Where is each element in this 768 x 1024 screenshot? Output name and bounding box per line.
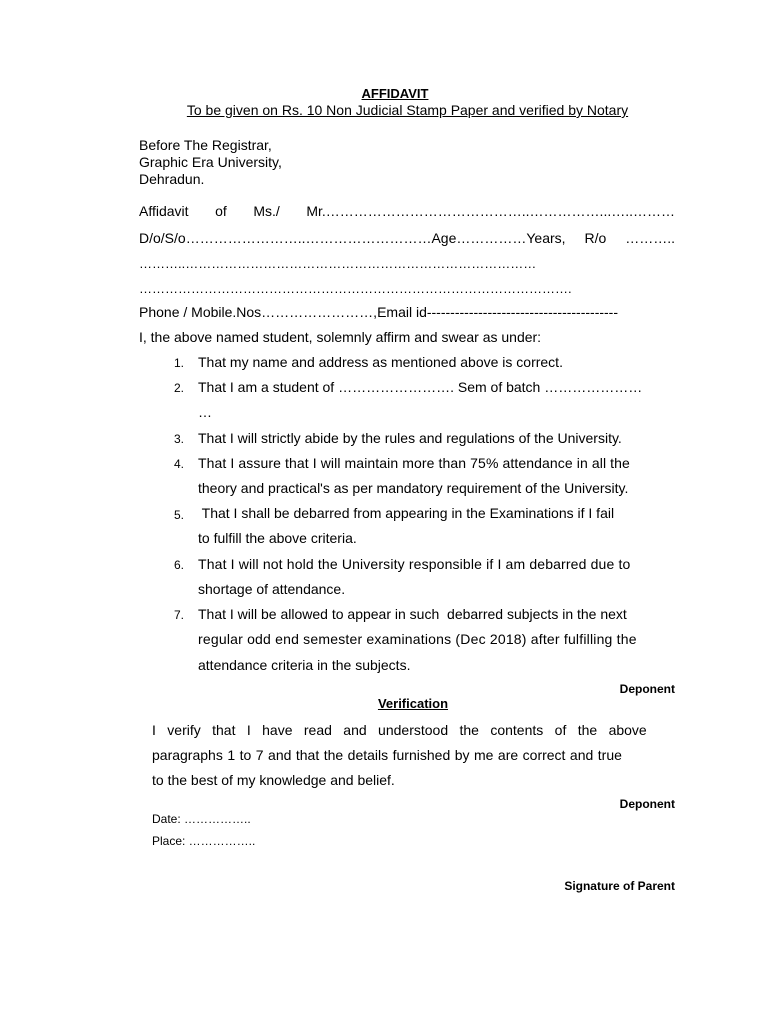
parentage-age-line: [139, 230, 675, 246]
item-text: That my name and address as mentioned above is correct.: [198, 354, 563, 370]
item-text: That I assure that I will maintain more than 75% attendance in all the: [198, 455, 630, 471]
ro-blank: ………..: [625, 230, 675, 246]
item-text: to fulfill the above criteria.: [198, 530, 357, 546]
mr-name-blank: Mr.……………………………………..……………...…..………: [306, 203, 675, 219]
deponent-label-2: Deponent: [619, 797, 675, 811]
address-blank-line-1: ………..………………………………………………………………………: [139, 256, 537, 271]
item-text: That I will not hold the University responsible if I am debarred due to: [198, 556, 631, 572]
address-blank-line-2: ……………………………………………………………………………………….: [139, 281, 572, 296]
parent-signature-label: Signature of Parent: [564, 879, 675, 893]
addressee-line-1: Before The Registrar,: [139, 137, 272, 153]
verification-text: paragraphs 1 to 7 and that the details furnished by me are correct and true: [152, 747, 622, 763]
item-text: That I shall be debarred from appearing in the Examinations if I fail: [198, 505, 615, 521]
affirmation-intro: I, the above named student, solemnly affirm and swear as under:: [139, 329, 542, 345]
deponent-label: Deponent: [619, 682, 675, 696]
item-number: 2.: [174, 381, 185, 395]
ro-word: R/o: [584, 230, 607, 246]
item-text: shortage of attendance.: [198, 581, 346, 597]
item-text: attendance criteria in the subjects.: [198, 657, 411, 673]
verification-text: to the best of my knowledge and belief.: [152, 772, 395, 788]
item-text: …: [198, 404, 212, 420]
item-text: regular odd end semester examinations (Dec 2018) after fulfilling the: [198, 631, 637, 647]
item-number: 4.: [174, 457, 185, 471]
item-text: [198, 379, 675, 395]
verification-text: I verify that I have read and understood the contents of the above: [152, 722, 647, 738]
item-text: theory and practical's as per mandatory requirement of the University.: [198, 480, 629, 496]
affidavit-title: AFFIDAVIT: [361, 86, 429, 101]
item-text: That I will be allowed to appear in such debarred subjects in the next: [198, 606, 627, 622]
verification-title: Verification: [377, 696, 449, 711]
affidavit-of-line: [139, 203, 675, 219]
item-number: 6.: [174, 558, 185, 572]
item-text: That I will strictly abide by the rules and regulations of the University.: [198, 430, 622, 446]
item-number: 1.: [174, 356, 185, 370]
date-field: Date: ……………..: [152, 812, 251, 826]
of-word: of: [215, 203, 227, 219]
place-field: Place: ……………..: [152, 834, 256, 848]
parentage-age-blank: D/o/S/o……………………..………………………Age……………Years,: [139, 230, 566, 246]
item-text-segment: That I am a student of ……………………. Sem of batch …………………: [198, 379, 643, 395]
affidavit-word: Affidavit: [139, 203, 189, 219]
addressee-line-2: Graphic Era University,: [139, 154, 282, 170]
ms-word: Ms./: [253, 203, 280, 219]
item-number: 7.: [174, 608, 185, 622]
addressee-line-3: Dehradun.: [139, 171, 205, 187]
item-number: 3.: [174, 432, 185, 446]
item-number: 5.: [174, 508, 185, 522]
phone-email-line: Phone / Mobile.Nos……………………,Email id-----------------------------------------: [139, 304, 619, 320]
affidavit-subtitle: To be given on Rs. 10 Non Judicial Stamp Paper and verified by Notary: [186, 102, 629, 118]
